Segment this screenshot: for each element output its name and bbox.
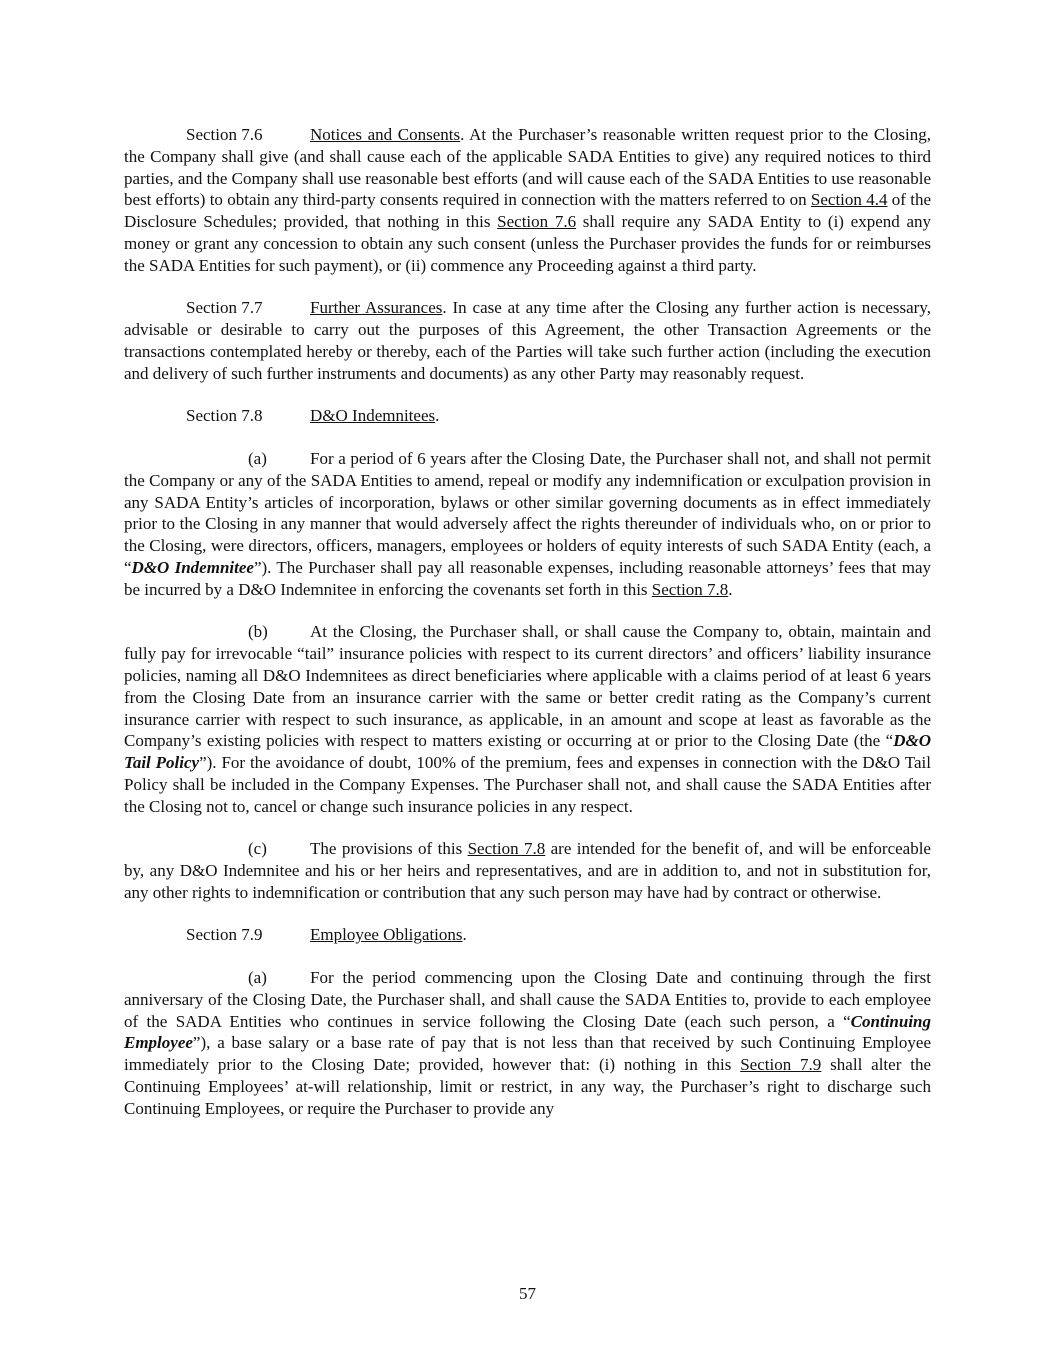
section-4-4-reference[interactable]: Section 4.4 xyxy=(810,190,888,210)
section-7-6: Section 7.6 Notices and Consents. At the Purchaser’s reasonable written request prior to the Closing, the Company shall give (and shall cause each of the applicable SADA Entities to give) any required notices to third parties, and the Company shall use reasonable best efforts (and will cause each of the SADA Entities to use reasonable best efforts) to obtain any third-party consents required in connection with the matters referred to on Section 4.4 of the Disclosure Schedules; provided, that nothing in this Section 7.6 shall require any SADA Entity to (i) expend any money or grant any concession to obtain any such consent (unless the Purchaser provides the funds for or reimburses the SADA Entities for such payment), or (ii) commence any Proceeding against a third party. xyxy=(124,125,931,275)
section-7-8-heading: D&O Indemnitees xyxy=(310,406,436,426)
section-7-8-reference[interactable]: Section 7.8 xyxy=(651,579,729,599)
section-7-9-a: (a) For the period commencing upon the Closing Date and continuing through the first anniversary of the Closing Date, the Purchaser shall, and shall cause the SADA Entities to, provide to each employee of the SADA Entities who continues in service following the Closing Date (each such person, a “Continuing Employee”), a base salary or a base rate of pay that is not less than that received by such Continuing Employee immediately prior to the Closing Date; provided, however that: (i) nothing in this Section 7.9 shall alter the Continuing Employees’ at-will relationship, limit or restrict, in any way, the Purchaser’s right to discharge such Continuing Employees, or require the Purchaser to provide any xyxy=(124,968,931,1118)
clause-label: (a) xyxy=(248,968,267,988)
defined-term: Continuing Employee xyxy=(124,1011,931,1053)
section-7-8-b: (b) At the Closing, the Purchaser shall, or shall cause the Company to, obtain, maintain and fully pay for irrevocable “tail” insurance policies with respect to its current directors’ and officers’ liability insurance policies, naming all D&O Indemnitees as direct beneficiaries where applicable with a claims period of at least 6 years from the Closing Date from an insurance carrier with the same or better credit rating as the Company’s current insurance carrier with respect to such insurance, as applicable, in an amount and scope at least as favorable as the Company’s existing policies with respect to matters existing or occurring at or prior to the Closing Date (the “D&O Tail Policy”). For the avoidance of doubt, 100% of the premium, fees and expenses in connection with the D&O Tail Policy shall be included in the Company Expenses. The Purchaser shall not, and shall cause the SADA Entities after the Closing not to, cancel or change such insurance policies in any respect. xyxy=(124,622,931,816)
section-7-9-label: Section 7.9 xyxy=(186,925,263,945)
section-7-9-heading: Employee Obligations xyxy=(310,925,463,945)
section-7-8-label: Section 7.8 xyxy=(186,406,263,426)
section-7-9: Section 7.9 Employee Obligations. xyxy=(186,925,467,945)
clause-label: (c) xyxy=(248,839,267,859)
section-7-8-c: (c) The provisions of this Section 7.8 are intended for the benefit of, and will be enforceable by, any D&O Indemnitee and his or her heirs and representatives, and are in addition to, and not in substitution for, any other rights to indemnification or contribution that any such person may have had by contract or otherwise. xyxy=(124,839,931,902)
section-7-6-reference[interactable]: Section 7.6 xyxy=(497,212,577,232)
clause-label: (b) xyxy=(248,622,268,642)
section-7-6-heading: Notices and Consents xyxy=(310,125,461,144)
section-7-8-reference[interactable]: Section 7.8 xyxy=(467,839,546,859)
section-7-7-heading: Further Assurances xyxy=(310,298,443,318)
section-7-8-a: (a) For a period of 6 years after the Closing Date, the Purchaser shall not, and shall not permit the Company or any of the SADA Entities to amend, repeal or modify any indemnification or exculpation provision in any SADA Entity’s articles of incorporation, bylaws or other similar governing documents as in effect immediately prior to the Closing in any manner that would adversely affect the rights thereunder of individuals who, on or prior to the Closing, were directors, officers, managers, employees or holders of equity interests of such SADA Entity (each, a “D&O Indemnitee”). The Purchaser shall pay all reasonable expenses, including reasonable attorneys’ fees that may be incurred by a D&O Indemnitee in enforcing the covenants set forth in this Section 7.8. xyxy=(124,448,932,599)
section-7-6-label: Section 7.6 xyxy=(186,125,263,144)
section-7-7: Section 7.7 Further Assurances. In case at any time after the Closing any further action is necessary, advisable or desirable to carry out the purposes of this Agreement, the other Transaction Agreements or the transactions contemplated hereby or thereby, each of the Parties will take such further action (including the execution and delivery of such further instruments and documents) as any other Party may reasonably request. xyxy=(124,298,931,383)
section-7-9-reference[interactable]: Section 7.9 xyxy=(740,1055,822,1075)
defined-term: D&O Tail Policy xyxy=(124,731,931,773)
defined-term: D&O Indemnitee xyxy=(131,557,254,577)
section-7-7-label: Section 7.7 xyxy=(186,298,263,318)
page-number: 57 xyxy=(519,1284,536,1303)
section-7-8: Section 7.8 D&O Indemnitees. xyxy=(186,406,440,426)
clause-label: (a) xyxy=(248,448,267,468)
document-page xyxy=(124,124,931,1120)
